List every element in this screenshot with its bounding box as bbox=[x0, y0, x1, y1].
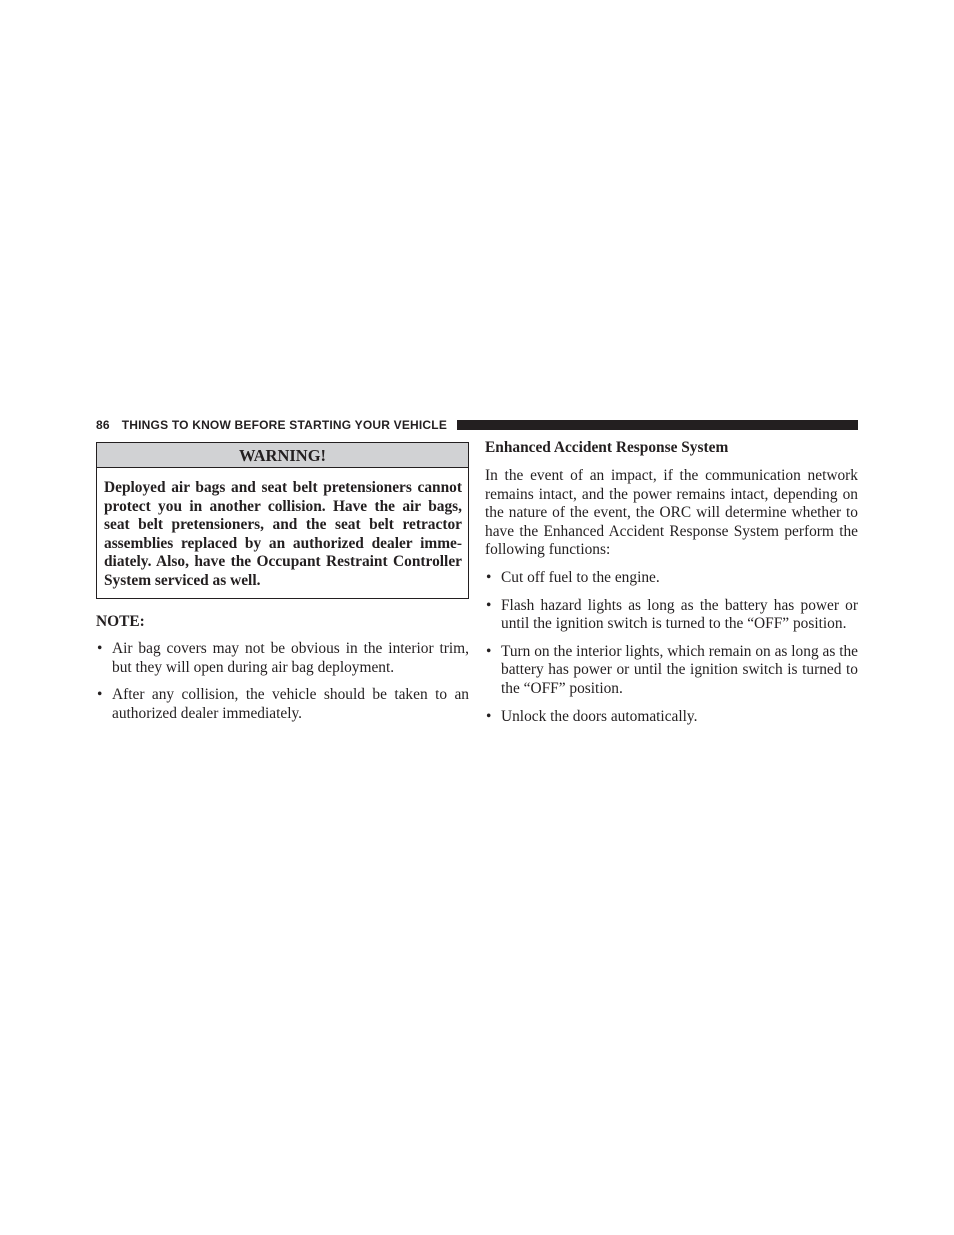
page-number: 86 bbox=[96, 418, 110, 432]
list-item-text: After any collision, the vehicle should be taken to an authorized dealer immediately. bbox=[112, 686, 469, 722]
bullet-icon: • bbox=[486, 707, 492, 725]
list-item bbox=[96, 686, 469, 723]
list-item-text: Flash hazard lights as long as the battery has power or until the ignition switch is turned to the “OFF” position. bbox=[501, 596, 858, 633]
warning-title: WARNING! bbox=[97, 443, 468, 468]
bullet-icon: • bbox=[97, 686, 103, 704]
list-item-text: Cut off fuel to the engine. bbox=[501, 568, 660, 586]
list-item bbox=[485, 708, 858, 727]
bullet-icon: • bbox=[486, 596, 492, 614]
warning-box bbox=[96, 442, 469, 599]
list-item bbox=[96, 640, 469, 677]
list-item bbox=[485, 597, 858, 634]
bullet-icon: • bbox=[97, 640, 103, 658]
note-label: NOTE: bbox=[96, 612, 145, 630]
left-column bbox=[96, 442, 469, 724]
page-header bbox=[96, 416, 858, 434]
header-rule bbox=[457, 420, 858, 430]
section-heading: Enhanced Accident Response System bbox=[485, 439, 729, 456]
section-paragraph: In the event of an impact, if the communication network remains intact, and the power remains intact, depending on the nature of the event, the ORC will determine whether to have the Enhanced Accident Response System perform the following functions: bbox=[485, 467, 858, 559]
warning-text: Deployed air bags and seat belt pretensioners cannot protect you in another collision. Have the air bags, seat belt pretensioners, and the seat belt retractor assemblies replaced by an authorized dealer immediately. Also, have the Occupant Restraint Controller System serviced as well. bbox=[104, 479, 462, 589]
note-list bbox=[96, 640, 469, 723]
list-item-text: Turn on the interior lights, which remain on as long as the battery has power or until the ignition switch is turned to the “OFF” position. bbox=[501, 642, 858, 697]
bullet-icon: • bbox=[486, 568, 492, 586]
function-list bbox=[485, 569, 858, 726]
list-item bbox=[485, 643, 858, 699]
running-title: THINGS TO KNOW BEFORE STARTING YOUR VEHICLE bbox=[121, 418, 448, 432]
list-item-text: Unlock the doors automatically. bbox=[501, 707, 698, 725]
list-item-text: Air bag covers may not be obvious in the interior trim, but they will open during air bag deployment. bbox=[112, 640, 469, 676]
bullet-icon: • bbox=[486, 642, 492, 660]
list-item bbox=[485, 569, 858, 588]
right-column bbox=[485, 438, 858, 726]
